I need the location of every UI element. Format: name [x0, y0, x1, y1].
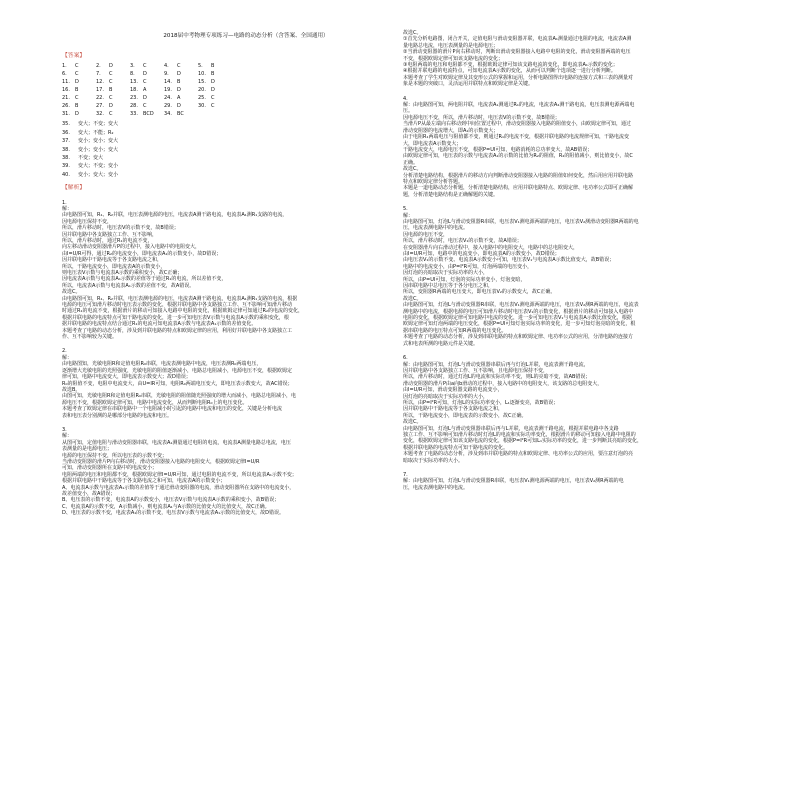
- answer-cell: [130, 79, 164, 87]
- answer-number: 5.: [198, 63, 203, 70]
- analysis-line: 滑动变阻器的电流增大，即A₁的示数变大；: [403, 127, 499, 134]
- answer-cell: [62, 87, 96, 95]
- analysis-line: 因并联电路中各支路独立工作、互不影响，且电源电压保持不变，: [403, 367, 549, 374]
- analysis-line: 因电源电压不变，所以，滑片移动时，电压表V的示数不变，故B错误；: [403, 114, 560, 121]
- analysis-line: 解：: [62, 354, 73, 361]
- analysis-line: ①首先分析电路图，闭合开关，定值电阻与滑动变阻器并联，电流表A₁测量通过电阻的电流，电流表A测: [403, 36, 632, 43]
- answer-cell: [198, 103, 232, 111]
- analysis-line: 所以，滑片移动时，电压表V的示数不变，故B错误；: [62, 225, 179, 232]
- answer-row: [62, 111, 362, 119]
- analysis-line: 所以，干路电流变小，即电流表A的示数变小，: [62, 263, 166, 270]
- analysis-line: 由于电阻R₁两端电压与阻值都不变，则通过R₁的电流不变，根据并联电路的电流规律可知，干路电流变: [403, 134, 629, 141]
- answer-number: 19.: [164, 87, 172, 94]
- fill-answer-text: 变大；不变；变小: [78, 163, 119, 170]
- analysis-section: [403, 355, 719, 464]
- fill-answer-text: 不变；变大: [78, 154, 104, 161]
- answer-choice: D: [143, 71, 147, 78]
- answer-choice: D: [177, 103, 181, 110]
- answer-choice: D: [177, 87, 181, 94]
- answer-cell: [164, 79, 198, 87]
- analysis-section: [403, 96, 719, 199]
- analysis-line: 故选B。: [62, 386, 81, 393]
- answer-number: 1.: [62, 63, 67, 70]
- analysis-line: 由I=U/R可知，电路中的电流变小，即电流表A的示数变小，故D错误；: [403, 251, 560, 257]
- answer-choice: C: [75, 95, 79, 102]
- analysis-line: 式和电表所测的电路元件是关键。: [403, 340, 479, 347]
- answer-number: 26.: [62, 103, 70, 110]
- right-column: [403, 30, 719, 492]
- answer-number: 20.: [198, 87, 206, 94]
- answer-choice: D: [143, 95, 147, 102]
- answer-cell: [96, 79, 130, 87]
- analysis-line: 因电源电压保持不变，: [62, 218, 113, 225]
- answer-choice: D: [211, 87, 215, 94]
- answer-number: 31.: [62, 111, 70, 118]
- analysis-line: 故选C。: [403, 166, 422, 173]
- analysis-line: 本题考查了电路的动态分析，涉及到并联电路的特点和欧姆定律的应用，利用好并联电路中各支路独立工: [62, 327, 293, 334]
- answer-choice: C: [109, 95, 113, 102]
- answer-number: 17.: [96, 87, 104, 94]
- fill-answer-number: 38.: [62, 146, 70, 153]
- analysis-line: ③电阻两端的电压和电阻都不变，根据欧姆定律可知该支路电流的变化，即电流表A₁示数的变化；: [403, 62, 618, 69]
- fill-answer-number: 37.: [62, 138, 70, 145]
- answer-choice: C: [143, 79, 147, 86]
- analysis-line: 本题考查了学生对欧姆定律及其变形公式的掌握和运用，分析电路图得出电路的连接方式和三表的测量对: [403, 74, 634, 81]
- analysis-line: 变化，根据欧姆定律可知该支路电流的变化，根据P=I²R可知L₁实际功率的变化，进一步判断其亮暗的变化，: [403, 438, 642, 445]
- analysis-line: 由图可知，光敏电阻R和定值电阻R₀串联，光敏电阻的阻值随光照强度的增大而减小，电路总电阻减小，电: [62, 393, 296, 400]
- analysis-section: [403, 206, 719, 347]
- question-number: 6.: [403, 355, 408, 362]
- answer-number: 33.: [130, 111, 138, 118]
- analysis-line: 表测量的是电源电压；: [62, 446, 113, 453]
- fill-answer-list: [62, 121, 362, 180]
- analysis-line: 不变，根据欧姆定律可知该支路电流的变化；: [403, 55, 504, 62]
- answer-cell: [130, 95, 164, 103]
- analysis-line: 象是本题的突破口，灵活运用并联特点和欧姆定律是关键。: [403, 81, 534, 88]
- answer-cell: [62, 95, 96, 103]
- analysis-line: 压，电流表测电路中的电流。: [403, 225, 469, 232]
- analysis-section: [403, 30, 719, 88]
- answer-number: 6.: [62, 71, 67, 78]
- analysis-section: [62, 200, 362, 341]
- analysis-line: 解：由电路图可知，灯泡L与滑动变阻器串联后再与灯泡L并联，电流表测干路电流，: [403, 361, 589, 368]
- answer-number: 30.: [198, 103, 206, 110]
- answer-number: 27.: [96, 103, 104, 110]
- answer-cell: [164, 71, 198, 79]
- answer-cell: [96, 95, 130, 103]
- fill-answer-number: 38.: [62, 154, 70, 161]
- fill-answer-text: 变小；变大；变小: [78, 171, 119, 178]
- answer-number: 23.: [130, 95, 138, 102]
- answer-cell: [96, 103, 130, 111]
- left-analysis-sections: [62, 200, 362, 517]
- answer-choice: B: [211, 63, 215, 70]
- fill-answer-row: [62, 138, 362, 146]
- analysis-line: 表和电压表分别测的是哪部分电路的电流和电压。: [62, 412, 173, 419]
- answer-choice: B: [109, 87, 113, 94]
- answer-number: 24.: [164, 95, 172, 102]
- analysis-line: 故选C。: [403, 30, 422, 36]
- answer-choice: BCD: [143, 111, 154, 118]
- answer-row: [62, 103, 362, 111]
- answer-cell: [164, 95, 198, 103]
- analysis-line: 当滑片P从最左端向右移动到中间位置过程中，滑动变阻器接入电路的阻值变小，由欧姆定律可知，通过: [403, 121, 632, 128]
- analysis-line: 根据并联电路中干路电流等于各支路电流之和可知，电流表A的示数变小；: [62, 478, 226, 485]
- fill-answer-row: [62, 130, 362, 138]
- analysis-line: 电阻的变化，根据欧姆定律可知电路中电流的变化，进一步可知电压表V₁与电流表A示数比值变化，根据: [403, 315, 632, 322]
- answer-number: 14.: [164, 79, 172, 86]
- answer-choice: B: [75, 87, 79, 94]
- answer-choice: D: [177, 71, 181, 78]
- answer-choice: D: [109, 63, 113, 70]
- answer-choice: C: [109, 111, 113, 118]
- answer-cell: [198, 79, 232, 87]
- question-number: 5.: [403, 206, 408, 213]
- answer-cell: [62, 63, 96, 71]
- answer-cell: [96, 111, 130, 119]
- analysis-line: R₀的阻值不变，电阻中电流变大，由U=IR可知，电阻R₀两端电压变大，即电压表示数变大，故AC错误；: [62, 380, 293, 387]
- fill-answer-number: 39.: [62, 163, 70, 170]
- analysis-line: 压，电流表测电路中的电流。: [403, 484, 469, 491]
- analysis-line: 律可知，电路中电流变大，即电流表示数变大；故D错误；: [62, 374, 191, 381]
- answer-row: [62, 71, 362, 79]
- answer-choice: D: [75, 111, 79, 118]
- analysis-line: 可知，滑动变阻器所在支路中的电流变小；: [62, 465, 158, 472]
- analysis-line: 本题是一道电路动态分析题，分析清楚电路结构，应用并联电路特点、欧姆定律、电功率公式即可正确解: [403, 185, 634, 192]
- analysis-line: 量电路总电流，电压表测量的是电源电压；: [403, 42, 499, 49]
- answer-number: 22.: [96, 95, 104, 102]
- analysis-line: 由电路图可知，灯泡L与滑动变阻器R串联，电压表V₁测电源两端的电压，电压表V₂测R两端的电压，电流表: [403, 302, 639, 309]
- fill-answer-row: [62, 121, 362, 129]
- answer-choice: C: [75, 63, 79, 70]
- analysis-line: 本题考查了电路的动态分析，涉及到串联电路的特点和欧姆定律、电功率公式的应用，分清电路的连接方: [403, 334, 634, 341]
- answer-choice: B: [75, 103, 79, 110]
- analysis-line: ②当滑动变阻器的滑片P向右移动时，判断出滑动变阻器接入电路中电阻的变化，滑动变阻器两端的电压: [403, 49, 631, 56]
- answer-choice: C: [211, 95, 215, 102]
- analysis-line: 由I=U/R可知，滑动变阻器支路的电流变小，: [403, 387, 503, 394]
- analysis-line: 分析清楚电路结构，根据滑片的移动方向判断滑动变阻器接入电路的阻值如何变化，然后用应用并联电路: [403, 172, 634, 179]
- answer-cell: [130, 71, 164, 79]
- question-number: 3.: [62, 426, 67, 433]
- analysis-line: 解：由电路图可知，灯泡L与滑动变阻器R串联，电压表V₁测电源两端的电压，电压表V₂测R两端的电: [403, 478, 624, 485]
- answer-cell: [198, 71, 232, 79]
- analysis-section: [62, 348, 362, 418]
- analysis-line: 由电路图可知，R₁、R₂并联，电压表测电源的电压，电流表A测干路电流，电流表A₁测R₁支路的电流，根据: [62, 295, 298, 302]
- answer-choice: C: [143, 63, 147, 70]
- answer-number: 7.: [96, 71, 101, 78]
- answer-number: 28.: [130, 103, 138, 110]
- answer-number: 29.: [164, 103, 172, 110]
- analysis-line: 干路电流变大，电源电压不变，根据P=UI可知，电路消耗的总功率变大，故AB错误；: [403, 146, 593, 153]
- answer-number: 9.: [164, 71, 169, 78]
- answer-cell: [62, 111, 96, 119]
- analysis-line: 由电路图可知，R₁、R₂并联，电压表测电源的电压，电流表A测干路电流，电流表A₁测R₁支路的电流，: [62, 212, 288, 219]
- answer-number: 16.: [62, 87, 70, 94]
- analysis-line: 因并联电路中干路电流等于各支路电流之和，: [62, 257, 163, 264]
- answer-cell: [130, 111, 164, 119]
- answer-cell: [198, 95, 232, 103]
- right-analysis-sections: [403, 30, 719, 491]
- answer-cell: [164, 103, 198, 111]
- answer-number: 11.: [62, 79, 70, 86]
- analysis-line: 由欧姆定律可知，电压表的示数与电流表A₁的示数的比值为R₂的阻值，R₂的阻值减小，则比值变小，故C: [403, 153, 633, 160]
- analysis-line: 因串联电路中总电压等于各分电压之和，: [403, 283, 494, 290]
- analysis-line: 因电源的电压不变，: [403, 231, 449, 238]
- analysis-line: 据并联电路的电流特点结合通过R₁的电流可知电流表A示数与电流表A₁示数的差值变化。: [62, 321, 257, 328]
- answer-cell: [164, 63, 198, 71]
- answer-cell: [198, 63, 232, 71]
- analysis-line: 因电流表A示数与电流表A₁示数的差值等于通过R₁的电流，所以差值不变，: [62, 276, 227, 283]
- analysis-line: 当滑动变阻器的滑片P向右移动时，滑动变阻器接入电路的电阻变大，根据欧姆定律I=U/R: [62, 458, 260, 465]
- analysis-line: 根据并联电路的电流特点可知干路电流的变化。: [403, 444, 509, 451]
- analysis-line: 所以，滑片移动时，通过R₁的电流不变，: [62, 237, 153, 244]
- answer-choice: C: [75, 71, 79, 78]
- fill-answer-row: [62, 147, 362, 155]
- analysis-line: 解：: [403, 212, 414, 219]
- answer-cell: [130, 63, 164, 71]
- answer-cell: [164, 87, 198, 95]
- answer-cell: [62, 79, 96, 87]
- analysis-line: 故选C。: [403, 295, 422, 302]
- left-column: [62, 50, 362, 518]
- analysis-line: 所以，滑片移动时，通过灯泡L的电流和实际功率不变，则L的亮暗不变，故AB错误；: [403, 374, 591, 381]
- analysis-section: [403, 472, 719, 491]
- answer-cell: [96, 71, 130, 79]
- analysis-line: 特点和欧姆定律分析答题。: [403, 178, 464, 185]
- analysis-line: 所以，变阻器R两端的电压变大，即电压表V₂的示数变大，故C正确。: [403, 289, 556, 296]
- analysis-line: 电路中的电流变小，由P=I²R可知，灯泡两端的电压变小，: [403, 263, 533, 270]
- analysis-line: 在变阻器滑片向右滑动过程中，接入电路中的电阻变大，电路中的总电阻变大，: [403, 244, 579, 251]
- analysis-line: A、电流表A示数与电流表A₁示数的差值等于通过滑动变阻器的电流，滑动变阻器所在支路中的电流变小，: [62, 484, 295, 491]
- answer-row: [62, 87, 362, 95]
- analysis-line: C、电流表A的示数不变，A示数减小，则电流表A₁与A示数的比值变大的比值变大，故C正确。: [62, 503, 270, 510]
- fill-answer-number: 36.: [62, 129, 70, 136]
- answer-choice: A: [143, 87, 147, 94]
- answer-choice: B: [177, 79, 181, 86]
- analysis-line: 因并联电路中干路电流等于各支路电流之和，: [403, 406, 504, 413]
- analysis-line: 正确。: [403, 159, 419, 166]
- analysis-line: 解：: [62, 433, 73, 440]
- fill-answer-number: 35.: [62, 121, 70, 128]
- answer-number: 18.: [130, 87, 138, 94]
- fill-answer-text: 变小；变小；变大: [78, 138, 119, 145]
- answer-number: 2.: [96, 63, 101, 70]
- answers-heading: 【答案】: [62, 53, 86, 59]
- analysis-line: 本题考查了电路的动态分析，涉及到串并联电路的特点和欧姆定律、电功率公式的应用，要注意灯泡的亮: [403, 451, 634, 458]
- analysis-line: 源电压不变，根据欧姆定律可知，电路中电流变化，从而判断电阻R₀上的电压变化。: [62, 399, 248, 406]
- analysis-line: 解：: [62, 205, 73, 212]
- analysis-line: 故差值变小，故A错误；: [62, 491, 116, 498]
- answer-cell: [62, 71, 96, 79]
- question-number: 2.: [62, 348, 67, 355]
- answer-choice: BC: [177, 111, 184, 118]
- analysis-line: 大，即电流表A示数变大；: [403, 140, 462, 147]
- answer-cell: [130, 103, 164, 111]
- analysis-heading: 【解析】: [62, 185, 86, 192]
- analysis-line: 本题考查了欧姆定律在串联电路中一个电阻减小时引起的电路中电流和电压的变化，关键是分析电流: [62, 406, 283, 413]
- analysis-line: 据串联电路的电压特点可知R两端的电压变化。: [403, 327, 507, 334]
- answer-choice: C: [143, 103, 147, 110]
- analysis-line: 则电压表V示数与电流表A示数的乘积变小，故C正确；: [62, 270, 183, 277]
- analysis-line: 电阻两端的电压和电阻都不变，根据欧姆定律I=U/R可知，通过电阻的电流不变，所以电流表A₁示数不变；: [62, 471, 297, 478]
- answer-cell: [130, 87, 164, 95]
- analysis-line: 独立工作、互不影响可知滑片移动时灯泡L的电流和实际功率变化，根据滑片的移动可知接入电路中电阻的: [403, 431, 636, 438]
- answer-number: 15.: [198, 79, 206, 86]
- fill-answer-text: 变大；不变；变大: [78, 121, 119, 128]
- analysis-line: D、电压表的示数不变，电流表A₁的示数不变，电压表V示数与电流表A₁示数的比值变大，故D错误。: [62, 510, 284, 517]
- analysis-line: 因并联电路中各支路独立工作、互不影响，: [62, 231, 158, 238]
- answer-number: 10.: [198, 71, 206, 78]
- question-number: 7.: [403, 472, 408, 478]
- analysis-section: [62, 427, 362, 517]
- analysis-line: 由电压表V₁的示数不变、电流表A示数变小可知，电压表V₁与电流表A示数比值变大，故B错误；: [403, 257, 615, 264]
- answer-choice: D: [75, 79, 79, 86]
- answer-choice: D: [211, 79, 215, 86]
- analysis-line: 从图可知，定值电阻与滑动变阻器串联，电流表A₁测量通过电阻的电流，电流表A测量电路总电流，电压: [62, 439, 291, 446]
- analysis-line: 测电路中的电流，根据电源的电压可知滑片移动时电压表V₁的示数变化，根据滑片的移动可知接入电路中: [403, 308, 634, 315]
- fill-answer-text: 变小；变小；变大: [78, 146, 119, 153]
- answer-cell: [96, 63, 130, 71]
- analysis-line: 因灯泡的亮暗取决于实际功率的大小，: [403, 393, 489, 400]
- analysis-line: 电源的电压保持不变，所以电压表的示数不变；: [62, 452, 168, 459]
- question-number: 4.: [403, 95, 408, 102]
- choice-answer-grid: [62, 63, 362, 119]
- analysis-line: 所以，电流表A示数与电流表A₁示数的差值不变，故A错误。: [62, 282, 195, 289]
- analysis-line: 根据并联电路的电流特点可知干路电流的变化，进一步可知电压表V示数与电流表A示数的乘积变化，根: [62, 314, 289, 321]
- analysis-line: 时通过R₁的电流不变，根据滑片的移动可知接入电路中电阻的变化，根据欧姆定律可知通过R₂的电流的变化，: [62, 308, 303, 315]
- analysis-line: 所以，干路电流变小，即电流表的示数变小，故C正确。: [403, 412, 527, 419]
- answer-choice: C: [109, 79, 113, 86]
- analysis-line: 暗取决于实际功率的大小。: [403, 457, 464, 464]
- analysis-line: 作、互不影响较为关键。: [62, 334, 118, 341]
- analysis-line: 由电路图知，光敏电阻R和定值电阻R₀串联，电流表测电路中电流，电压表测R₀两端电压，: [62, 361, 262, 368]
- answer-row: [62, 79, 362, 87]
- answer-row: [62, 95, 362, 103]
- fill-answer-number: 40.: [62, 171, 70, 178]
- analysis-line: 所以，由P=I²R可知，灯泡L的实际功率变小，L₁逐渐变亮，故B错误；: [403, 399, 559, 406]
- answer-cell: [62, 103, 96, 111]
- answer-number: 4.: [164, 63, 169, 70]
- fill-answer-row: [62, 163, 362, 171]
- analysis-line: 题，分析清楚电路结构是正确解题的关键。: [403, 191, 499, 198]
- answer-cell: [198, 87, 232, 95]
- answer-number: 12.: [96, 79, 104, 86]
- analysis-line: 向左移动滑动变阻器滑片P的过程中，接入电路中的电阻变大，: [62, 244, 201, 251]
- fill-answer-row: [62, 172, 362, 180]
- question-number: 1.: [62, 199, 67, 206]
- document-title: 2018届中考物理专项练习—电路的动态分析（含答案、全国通用）: [163, 33, 329, 39]
- analysis-line: 由电路图可知，灯泡L与滑动变阻器串联后再与L并联，电流表测干路电流，根据并联电路中各支路: [403, 425, 619, 432]
- analysis-line: 解：由电路图可知，两电阻并联，电流表A₁测通过R₁的电流，电流表A₂测干路电流，电压表测电源两端电: [403, 102, 635, 109]
- answer-choice: D: [109, 103, 113, 110]
- answer-choice: C: [109, 71, 113, 78]
- analysis-line: 由I=U/R可得，通过R₂的电流变小，即电流表A₁的示数变小，故D错误；: [62, 250, 222, 257]
- analysis-line: 所以，滑片移动时，电压表V₁的示数不变，故A错误；: [403, 238, 522, 245]
- analysis-line: 因灯泡的亮暗取决于实际功率的大小，: [403, 270, 489, 277]
- analysis-line: 电源的电压可知滑片移动时电压表示数的变化，根据并联电路中各支路独立工作、互不影响可知滑片移动: [62, 302, 293, 309]
- analysis-line: 压。: [403, 108, 414, 115]
- analysis-line: ④根据并联电路的电流特点，可知电流表A示数的变化，从而可以判断个选项逐一进行分析判断。: [403, 68, 616, 75]
- analysis-line: 欧姆定律可知灯泡两端的电压变化，根据P=UI可知灯泡实际功率的变化，进一步可知灯泡亮暗的变化，根: [403, 321, 636, 328]
- answer-number: 8.: [130, 71, 135, 78]
- analysis-line: 由电路图可知，灯泡L与滑动变阻器R串联，电压表V₁测电源两端的电压，电压表V₂测滑动变阻器R两端的电: [403, 218, 639, 225]
- answer-cell: [96, 87, 130, 95]
- answer-row: [62, 63, 362, 71]
- answer-number: 3.: [130, 63, 135, 70]
- analysis-line: 故选C。: [403, 419, 422, 426]
- analysis-line: B、电压表的示数不变，电流表A的示数变小，电压表V示数与电流表A示数的乘积变小，故B错误；: [62, 497, 280, 504]
- analysis-line: 逐渐增大光敏电阻的光照强度，光敏电阻的阻值逐渐减小，电路总电阻减小，电源电压不变，根据欧姆定: [62, 367, 293, 374]
- fill-answer-text: 变大；不能；R₂: [78, 129, 114, 136]
- analysis-line: 所以，由P=UI可知，灯泡的实际功率变小，灯泡变暗，: [403, 276, 526, 283]
- analysis-line: 滑动变阻器的滑片P由a向b滑动的过程中，接入电路中的电阻变大，该支路的总电阻变大，: [403, 380, 603, 387]
- answer-choice: C: [177, 63, 181, 70]
- answer-choice: C: [211, 103, 215, 110]
- answer-choice: A: [177, 95, 181, 102]
- analysis-line: 故选C。: [62, 289, 81, 296]
- answer-number: 13.: [130, 79, 138, 86]
- answer-number: 21.: [62, 95, 70, 102]
- answer-number: 32.: [96, 111, 104, 118]
- answer-number: 25.: [198, 95, 206, 102]
- answer-number: 34.: [164, 111, 172, 118]
- answer-cell: [164, 111, 198, 119]
- answer-choice: B: [211, 71, 215, 78]
